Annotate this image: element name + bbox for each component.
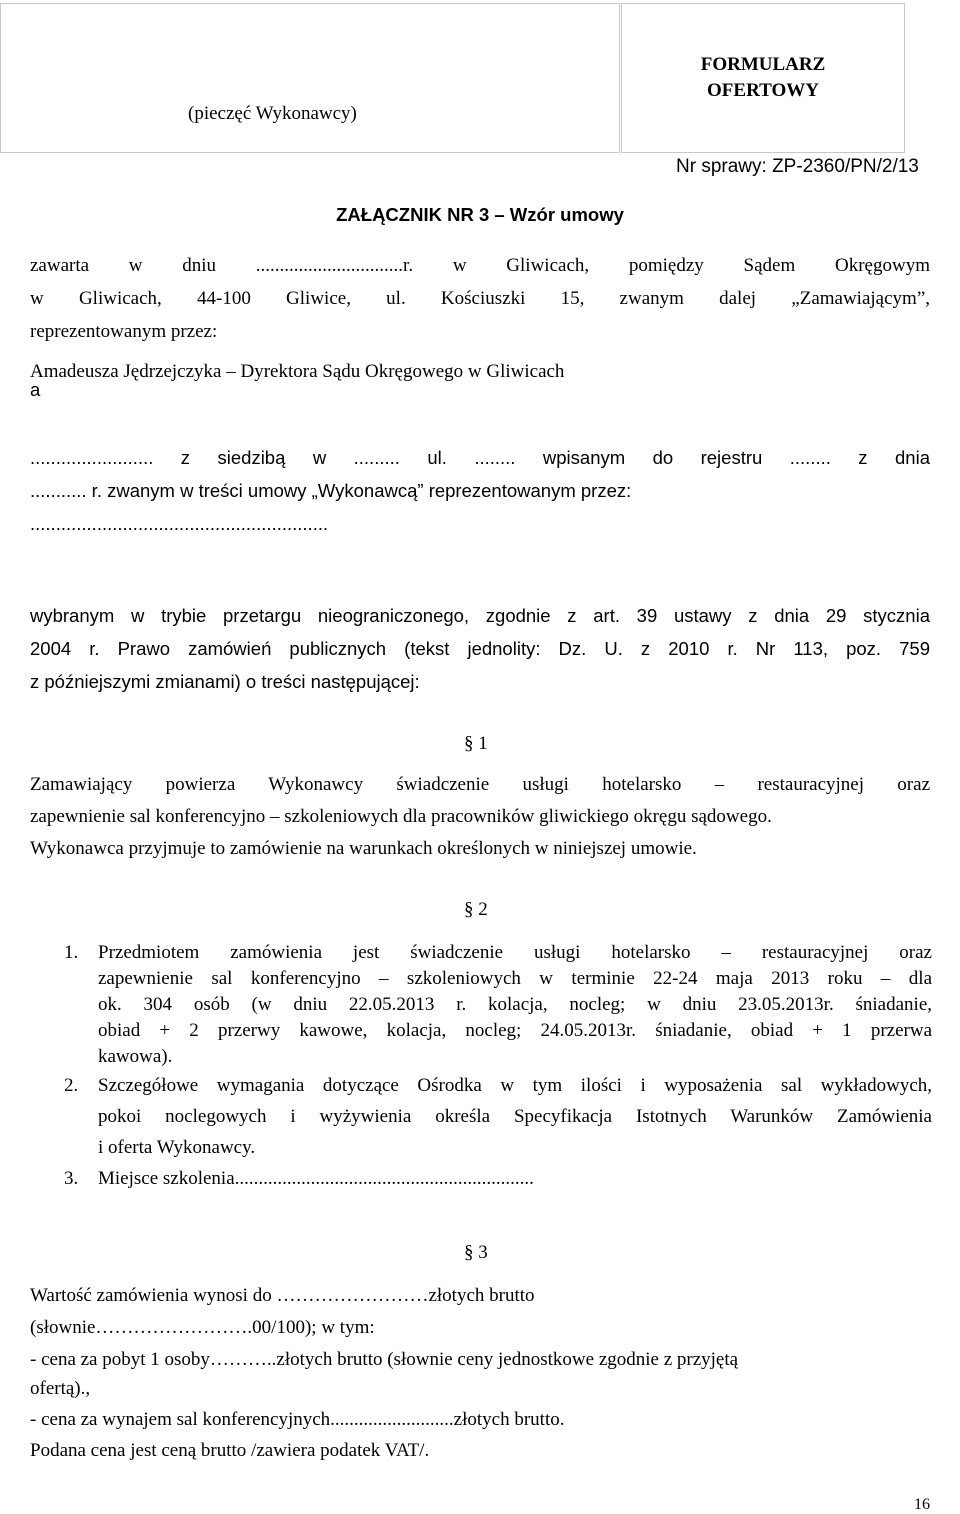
form-title-line1: FORMULARZ bbox=[700, 54, 826, 75]
section-3-line-5: - cena za wynajem sal konferencyjnych..........................złotych brutto. bbox=[30, 1409, 565, 1430]
representative: Amadeusza Jędrzejczyka – Dyrektora Sądu Okręgowego w Gliwicach bbox=[30, 361, 565, 382]
mode-line-3: z późniejszymi zmianami) o treści następującej: bbox=[30, 671, 420, 692]
mode-line-1: wybranym w trybie przetargu nieograniczonego, zgodnie z art. 39 ustawy z dnia 29 stycznia bbox=[30, 605, 930, 626]
contractor-line-1: ........................ z siedzibą w ......... ul. ........ wpisanym do rejestru ........ z dnia bbox=[30, 447, 930, 468]
section-1-line-1: Zamawiający powierza Wykonawcy świadczenie usługi hotelarsko – restauracyjnej oraz bbox=[30, 774, 930, 795]
section-1-line-2: zapewnienie sal konferencyjno – szkoleniowych dla pracowników gliwickiego okręgu sądowego. bbox=[30, 806, 772, 827]
page-number: 16 bbox=[914, 1496, 930, 1513]
item-1-line-4: obiad + 2 przerwy kawowe, kolacja, nocleg; 24.05.2013r. śniadanie, obiad + 1 przerwa bbox=[98, 1020, 932, 1041]
page-title: ZAŁĄCZNIK NR 3 – Wzór umowy bbox=[336, 204, 624, 225]
contractor-line-3: .......................................................... bbox=[30, 513, 329, 534]
item-1-line-2: zapewnienie sal konferencyjno – szkoleniowych w terminie 22-24 maja 2013 roku – dla bbox=[98, 968, 932, 989]
section-1-heading: § 1 bbox=[464, 733, 488, 754]
section-3-line-6: Podana cena jest ceną brutto /zawiera podatek VAT/. bbox=[30, 1440, 430, 1461]
section-1-line-3: Wykonawca przyjmuje to zamówienie na warunkach określonych w niniejszej umowie. bbox=[30, 838, 697, 859]
intro-line-3: reprezentowanym przez: bbox=[30, 321, 218, 342]
case-number: Nr sprawy: ZP-2360/PN/2/13 bbox=[676, 156, 919, 177]
item-2-line-2: pokoi noclegowych i wyżywienia określa Specyfikacja Istotnych Warunków Zamówienia bbox=[98, 1106, 932, 1127]
section-3-heading: § 3 bbox=[464, 1242, 488, 1263]
item-1-line-1: Przedmiotem zamówienia jest świadczenie usługi hotelarsko – restauracyjnej oraz bbox=[98, 942, 932, 963]
section-3-line-1: Wartość zamówienia wynosi do ……………………złotych brutto bbox=[30, 1285, 535, 1306]
item-3-line-1: Miejsce szkolenia............................................................... bbox=[98, 1168, 534, 1189]
and-connector: a bbox=[30, 379, 41, 400]
item-1-line-3: ok. 304 osób (w dniu 22.05.2013 r. kolacja, nocleg; w dniu 23.05.2013r. śniadanie, bbox=[98, 994, 932, 1015]
form-title bbox=[621, 52, 905, 104]
intro-line-2: w Gliwicach, 44-100 Gliwice, ul. Kościuszki 15, zwanym dalej „Zamawiającym”, bbox=[30, 288, 930, 309]
mode-line-2: 2004 r. Prawo zamówień publicznych (tekst jednolity: Dz. U. z 2010 r. Nr 113, poz. 759 bbox=[30, 638, 930, 659]
item-2-line-1: Szczegółowe wymagania dotyczące Ośrodka w tym ilości i wyposażenia sal wykładowych, bbox=[98, 1075, 932, 1096]
item-1-number: 1. bbox=[64, 942, 79, 963]
intro-line-1: zawarta w dniu ...............................r. w Gliwicach, pomiędzy Sądem Okręgowym bbox=[30, 255, 930, 276]
item-2-number: 2. bbox=[64, 1075, 79, 1096]
section-3-line-3: - cena za pobyt 1 osoby………..złotych brutto (słownie ceny jednostkowe zgodnie z przyjętą bbox=[30, 1349, 739, 1370]
contractor-line-2: ........... r. zwanym w treści umowy „Wykonawcą” reprezentowanym przez: bbox=[30, 480, 632, 501]
item-1-line-5: kawowa). bbox=[98, 1046, 173, 1067]
form-title-line2: OFERTOWY bbox=[707, 80, 819, 101]
section-3-line-2: (słownie…………………….00/100); w tym: bbox=[30, 1317, 375, 1338]
section-3-line-4: ofertą)., bbox=[30, 1378, 91, 1399]
item-3-number: 3. bbox=[64, 1168, 79, 1189]
section-2-heading: § 2 bbox=[464, 899, 488, 920]
stamp-label: (pieczęć Wykonawcy) bbox=[188, 103, 357, 124]
stamp-box bbox=[0, 3, 620, 153]
item-2-line-3: i oferta Wykonawcy. bbox=[98, 1137, 256, 1158]
